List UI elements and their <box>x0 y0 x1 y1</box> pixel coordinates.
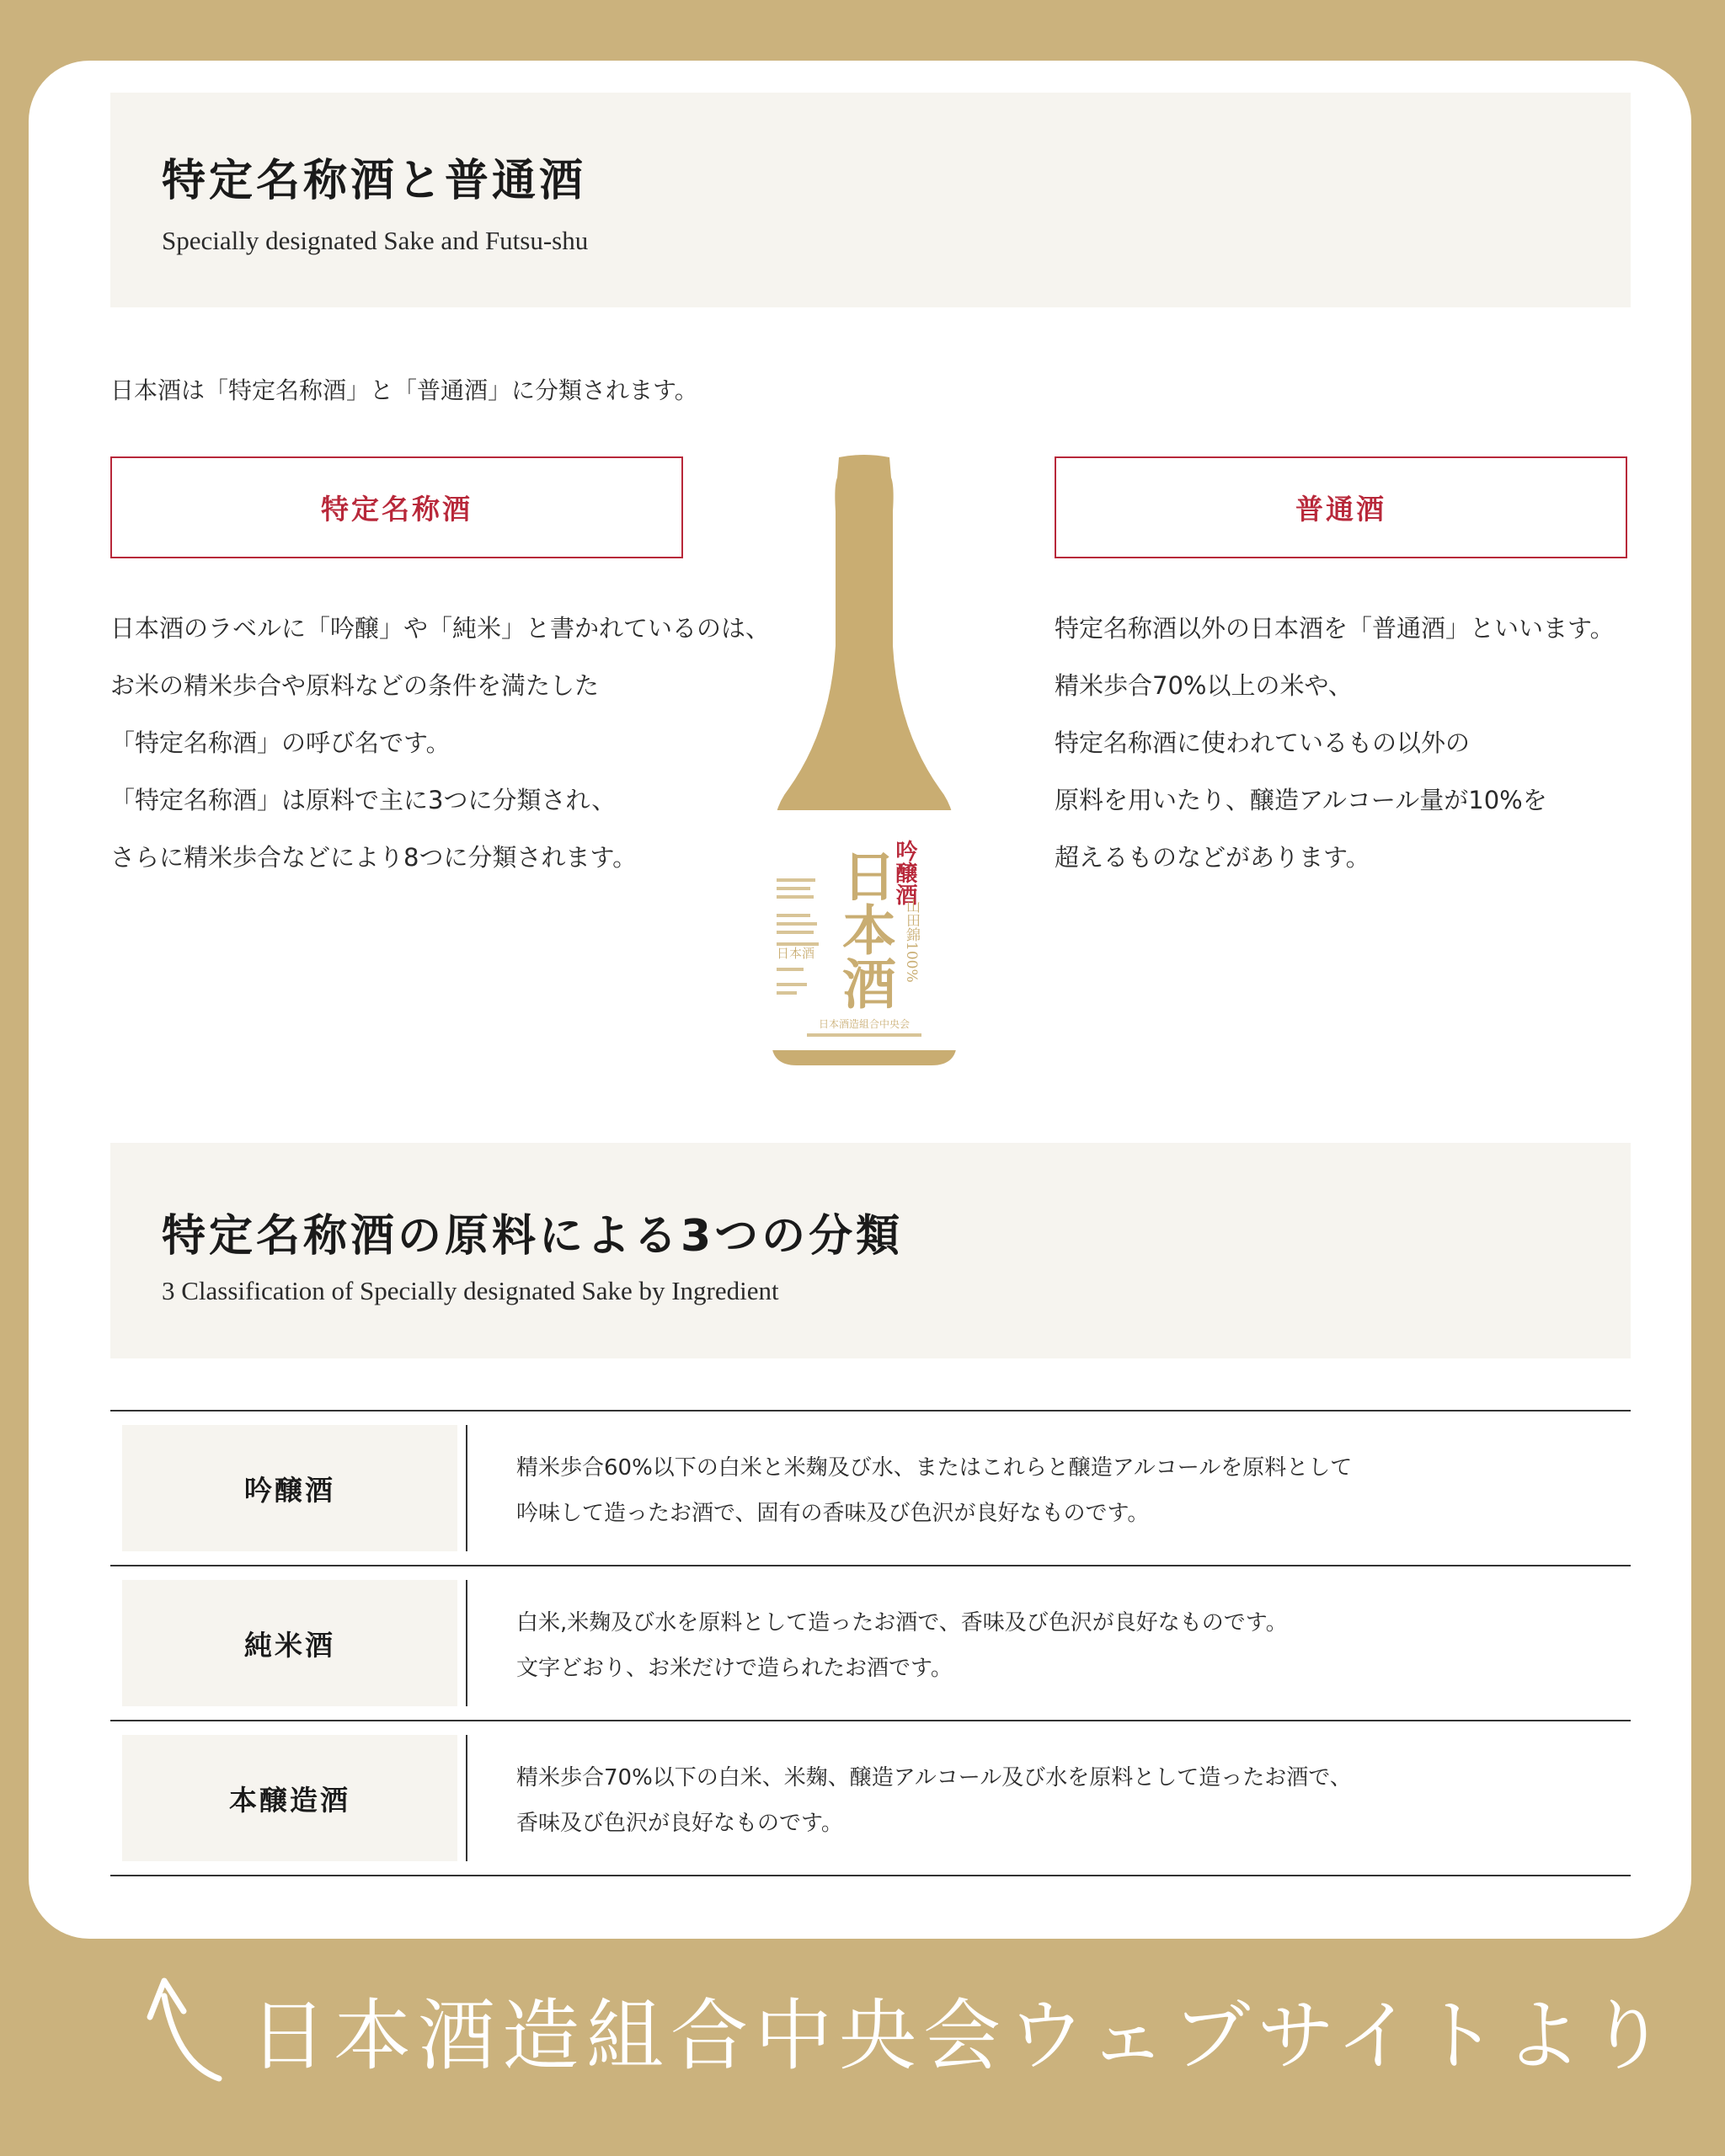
bottle-label-type: 吟醸酒 <box>892 840 917 905</box>
description-line: 特定名称酒以外の日本酒を「普通酒」といいます。 <box>1055 614 1615 643</box>
row-description <box>516 1755 1352 1846</box>
description-line: 特定名称酒に使われているもの以外の <box>1055 728 1471 757</box>
description-line: 超えるものなどがあります。 <box>1055 843 1370 872</box>
table-row <box>110 1566 1631 1721</box>
row-label: 純米酒 <box>122 1580 457 1706</box>
description-line: 日本酒のラベルに「吟醸」や「純米」と書かれているのは、 <box>110 614 771 643</box>
category-box-tokutei: 特定名称酒 <box>110 456 683 558</box>
section-title: 特定名称酒の原料による3つの分類 <box>162 1211 904 1262</box>
source-footer <box>143 1971 1673 2089</box>
row-description-line: 白米,米麹及び水を原料として造ったお酒で、香味及び色沢が良好なものです。 <box>516 1610 1288 1636</box>
classification-table <box>110 1410 1631 1876</box>
table-row <box>110 1412 1631 1566</box>
row-label: 本醸造酒 <box>122 1735 457 1861</box>
source-caption: 日本酒造組合中央会ウェブサイトより <box>249 1991 1673 2081</box>
section-header <box>110 93 1631 307</box>
futsu-description <box>1055 600 1615 886</box>
row-label: 吟醸酒 <box>122 1425 457 1551</box>
row-description-line: 香味及び色沢が良好なものです。 <box>516 1811 843 1836</box>
table-row <box>110 1721 1631 1876</box>
curved-arrow-icon <box>143 1971 244 2089</box>
bottle-label-side: 日本酒 <box>777 946 815 961</box>
section-title: 特定名称酒と普通酒 <box>162 156 587 206</box>
bottle-address-print <box>807 1033 921 1037</box>
description-line: 「特定名称酒」の呼び名です。 <box>110 728 451 757</box>
description-line: さらに精米歩合などにより8つに分類されます。 <box>110 843 638 872</box>
row-description-line: 吟味して造ったお酒で、固有の香味及び色沢が良好なものです。 <box>516 1501 1150 1526</box>
intro-text: 日本酒は「特定名称酒」と「普通酒」に分類されます。 <box>110 376 698 404</box>
column-divider <box>466 1425 467 1551</box>
row-description-line: 文字どおり、お米だけで造られたお酒です。 <box>516 1656 953 1681</box>
bottle-label-maker: 日本酒造組合中央会 <box>818 1018 911 1030</box>
description-line: 原料を用いたり、醸造アルコール量が10%を <box>1055 786 1547 814</box>
content-card <box>29 61 1691 1939</box>
section-subtitle: 3 Classification of Specially designated Sake by Ingredient <box>162 1276 779 1305</box>
bottle-label-rice: 山田錦100% <box>903 899 920 983</box>
description-line: 精米歩合70%以上の米や、 <box>1055 671 1353 700</box>
description-line: お米の精米歩合や原料などの条件を満たした <box>110 671 600 700</box>
bottle-label-name: 日本酒 <box>833 848 895 1010</box>
row-description <box>516 1600 1288 1691</box>
sake-bottle-illustration <box>772 452 957 1067</box>
column-divider <box>466 1735 467 1861</box>
description-line: 「特定名称酒」は原料で主に3つに分類され、 <box>110 786 617 814</box>
section-header <box>110 1143 1631 1358</box>
column-divider <box>466 1580 467 1706</box>
row-description-line: 精米歩合60%以下の白米と米麹及び水、またはこれらと醸造アルコールを原料として <box>516 1455 1353 1481</box>
section-subtitle: Specially designated Sake and Futsu-shu <box>162 226 589 255</box>
row-description <box>516 1445 1352 1536</box>
category-box-futsu: 普通酒 <box>1055 456 1627 558</box>
row-description-line: 精米歩合70%以下の白米、米麹、醸造アルコール及び水を原料として造ったお酒で、 <box>516 1765 1352 1790</box>
tokutei-description <box>110 600 770 886</box>
